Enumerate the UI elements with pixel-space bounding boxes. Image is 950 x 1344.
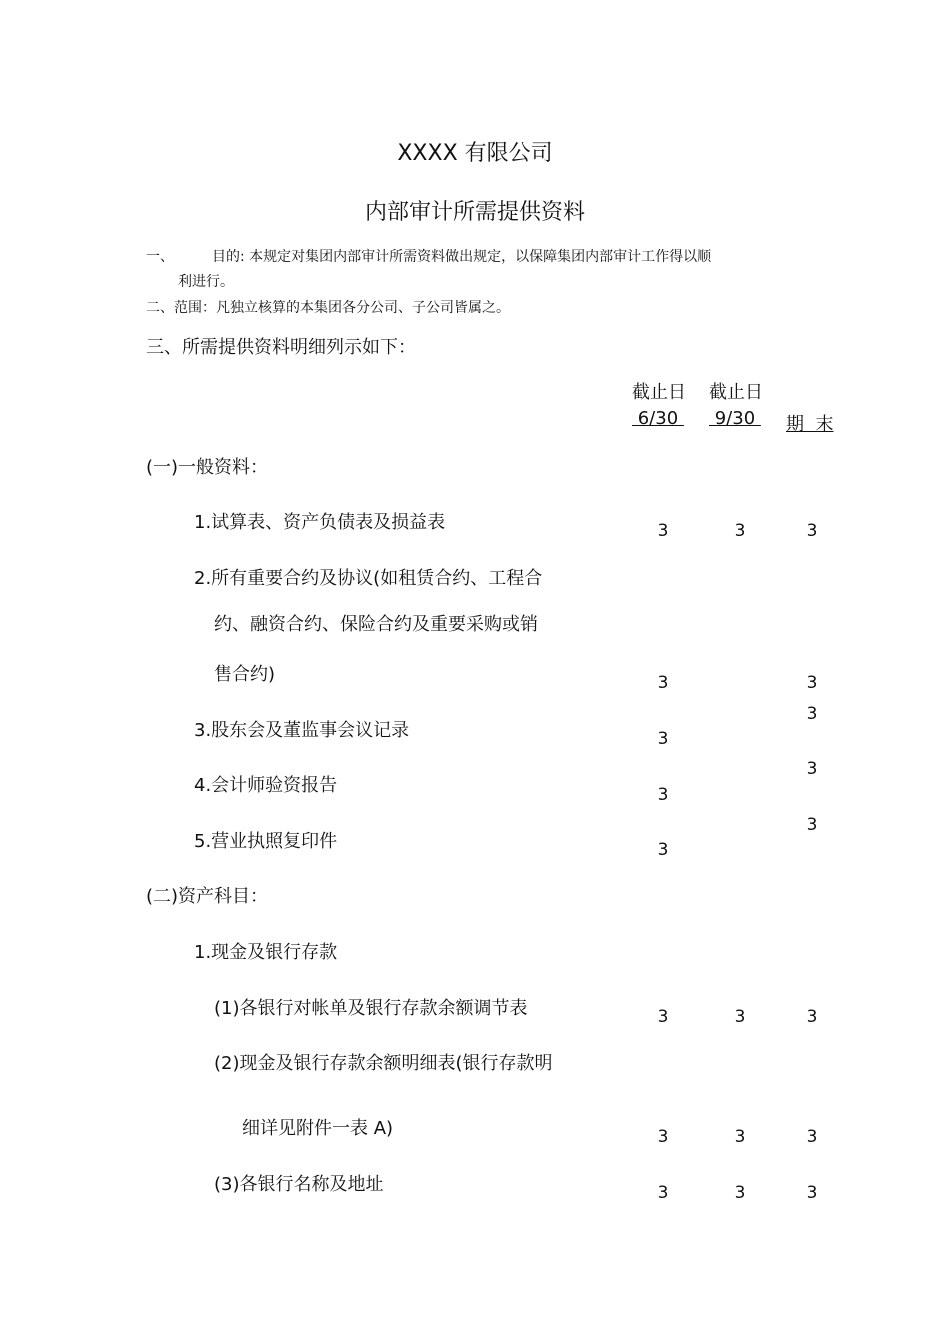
mark-a11-c1: 3 [657,1007,669,1027]
col1-header-bottom: 6/30 [632,408,684,429]
mark-a11-c2: 3 [734,1007,746,1027]
mark-i2-c3: 3 [806,673,818,693]
mark-i3-c1: 3 [657,729,669,749]
item-business-license: 5.营业执照复印件 [194,831,338,852]
mark-a13-c3: 3 [806,1183,818,1203]
company-name: XXXX 有限公司 [397,141,553,166]
col1-header-top: 截止日 [632,382,686,403]
mark-i5-c3: 3 [806,815,818,835]
col2-header-bottom: 9/30 [709,408,761,429]
section-one-number: 一、 [146,249,174,265]
item-capital-report: 4.会计师验资报告 [194,775,338,796]
group-general: (一)一般资料： [146,457,269,478]
item-cash-detail-line1: (2)现金及银行存款余额明细表(银行存款明 [214,1053,553,1074]
item-contracts-line1: 2.所有重要合约及协议(如租赁合约、工程合 [194,568,543,589]
mark-i4-c3: 3 [806,759,818,779]
item-meeting-records: 3.股东会及董监事会议记录 [194,720,410,741]
mark-a11-c3: 3 [806,1007,818,1027]
mark-i2-c1: 3 [657,673,669,693]
col3-header: 期 末 [786,414,834,435]
section-one-text-cont: 利进行。 [178,274,234,290]
mark-i1-c1: 3 [657,521,669,541]
col2-header-top: 截止日 [709,382,763,403]
mark-i1-c2: 3 [734,521,746,541]
mark-i5-c1: 3 [657,840,669,860]
item-cash-detail-line2: 细详见附件一表 A) [242,1118,394,1139]
item-cash-bank: 1.现金及银行存款 [194,942,338,963]
group-assets: (二)资产科目： [146,886,269,907]
section-two: 二、范围：凡独立核算的本集团各分公司、子公司皆属之。 [146,300,510,316]
mark-i4-c1: 3 [657,785,669,805]
item-contracts-line3: 售合约) [214,664,276,685]
mark-a13-c1: 3 [657,1183,669,1203]
item-bank-names: (3)各银行名称及地址 [214,1174,384,1195]
section-one-text: 目的: 本规定对集团内部审计所需资料做出规定，以保障集团内部审计工作得以顺 [212,249,712,265]
mark-i1-c3: 3 [806,521,818,541]
document-title: 内部审计所需提供资料 [364,200,585,225]
item-contracts-line2: 约、融资合约、保险合约及重要采购或销 [214,614,538,635]
item-trial-balance: 1.试算表、资产负债表及损益表 [194,512,446,533]
mark-a12-c2: 3 [734,1127,746,1147]
mark-a13-c2: 3 [734,1183,746,1203]
item-bank-statements: (1)各银行对帐单及银行存款余额调节表 [214,998,528,1019]
mark-a12-c1: 3 [657,1127,669,1147]
section-three: 三、所需提供资料明细列示如下： [146,337,416,358]
mark-i3-c3: 3 [806,704,818,724]
mark-a12-c3: 3 [806,1127,818,1147]
